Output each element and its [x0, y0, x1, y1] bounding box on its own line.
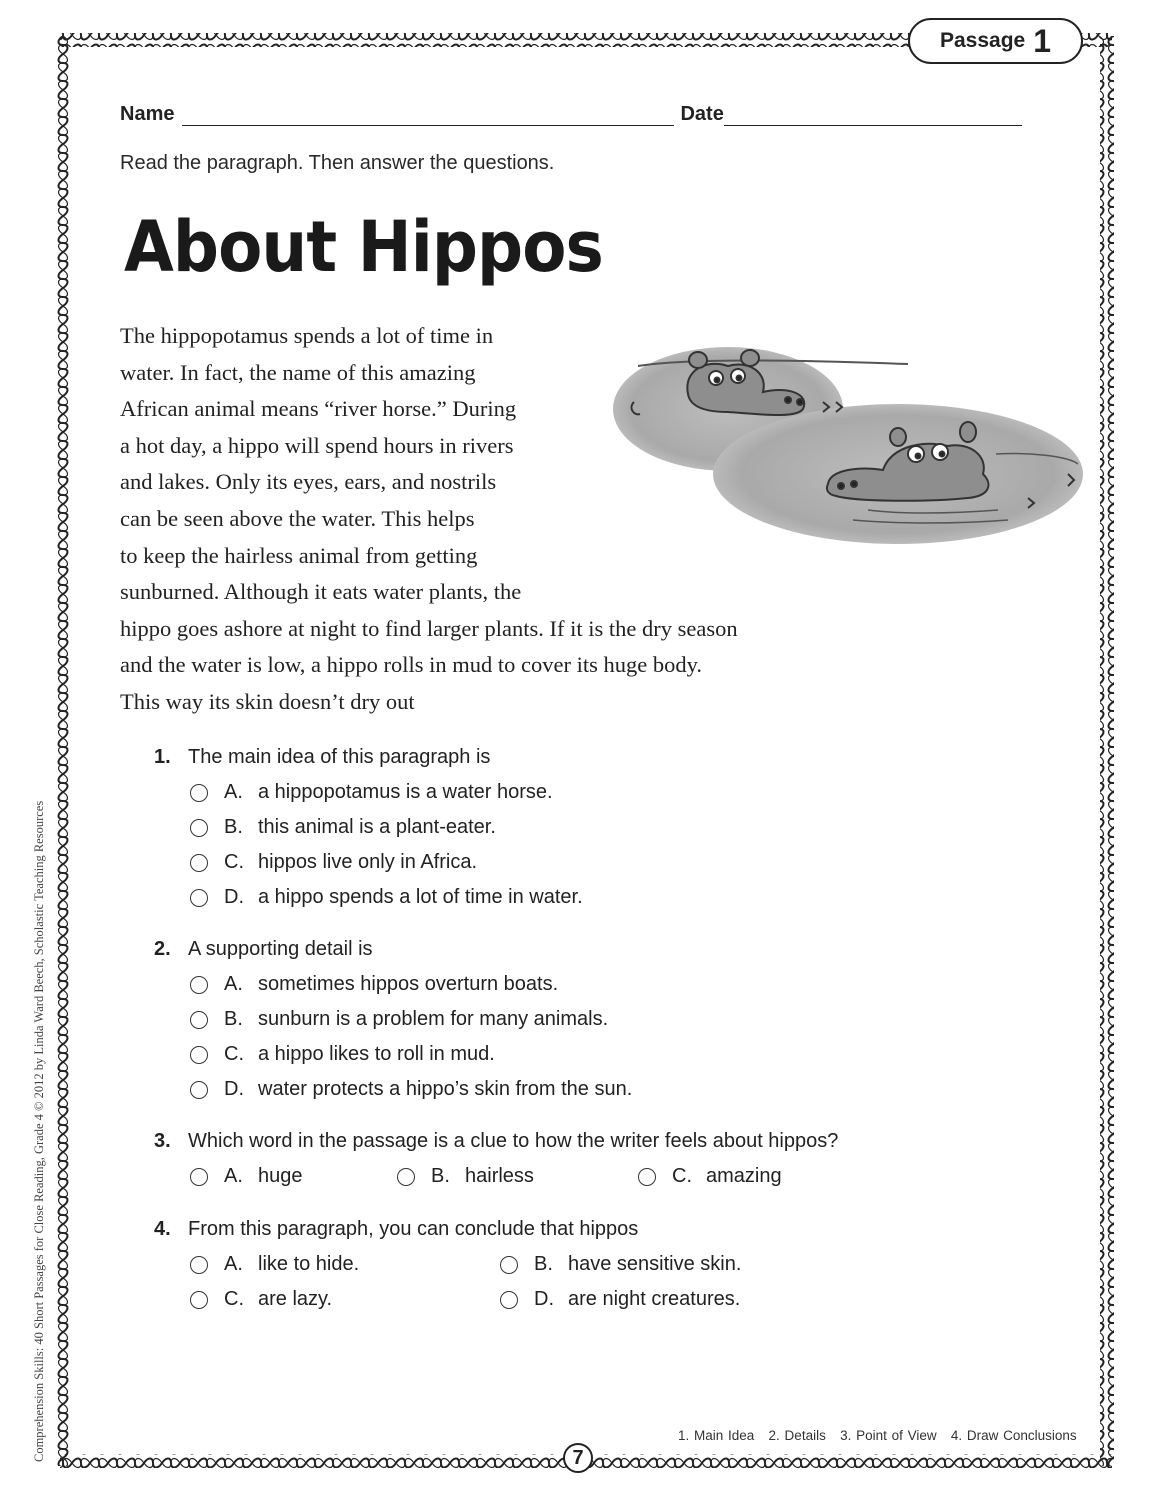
- answer-option[interactable]: B. sunburn is a problem for many animals.: [190, 1008, 608, 1031]
- passage-badge: [908, 18, 1083, 64]
- date-label: Date: [680, 103, 724, 125]
- passage-line: This way its skin doesn’t dry out: [120, 688, 415, 714]
- skills-footer: 1. Main Idea 2. Details 3. Point of View 4. Draw Conclusions: [678, 1428, 1077, 1443]
- question-text: From this paragraph, you can conclude that hippos: [188, 1218, 639, 1240]
- radio-circle-icon[interactable]: [190, 819, 208, 837]
- question-2: [154, 938, 373, 961]
- radio-circle-icon[interactable]: [190, 1046, 208, 1064]
- answer-option[interactable]: A. like to hide.: [190, 1253, 359, 1276]
- answer-option[interactable]: D. water protects a hippo’s skin from the sun.: [190, 1078, 632, 1101]
- passage-number: 1: [1033, 22, 1052, 59]
- radio-circle-icon[interactable]: [500, 1256, 518, 1274]
- answer-option[interactable]: B. this animal is a plant-eater.: [190, 816, 496, 839]
- passage-line: to keep the hairless animal from getting: [120, 542, 478, 568]
- radio-circle-icon[interactable]: [190, 889, 208, 907]
- name-date-row: [120, 102, 1035, 126]
- answer-option[interactable]: B. have sensitive skin.: [500, 1253, 741, 1276]
- radio-circle-icon[interactable]: [190, 784, 208, 802]
- answer-option[interactable]: D. a hippo spends a lot of time in water.: [190, 886, 583, 909]
- hippos-in-water-illustration: [598, 274, 1098, 574]
- question-1: [154, 746, 490, 769]
- name-label: Name: [120, 103, 175, 125]
- radio-circle-icon[interactable]: [500, 1291, 518, 1309]
- passage-line: can be seen above the water. This helps: [120, 505, 475, 531]
- question-3: [154, 1130, 838, 1153]
- answer-option[interactable]: C. a hippo likes to roll in mud.: [190, 1043, 495, 1066]
- passage-line: sunburned. Although it eats water plants, the: [120, 579, 522, 605]
- page-title: About Hippos: [124, 206, 603, 288]
- radio-circle-icon[interactable]: [190, 1291, 208, 1309]
- question-number: 1.: [154, 746, 171, 768]
- radio-circle-icon[interactable]: [190, 1256, 208, 1274]
- answer-option[interactable]: A. a hippopotamus is a water horse.: [190, 781, 553, 804]
- question-number: 4.: [154, 1218, 171, 1240]
- radio-circle-icon[interactable]: [190, 1011, 208, 1029]
- radio-circle-icon[interactable]: [190, 1168, 208, 1186]
- answer-option[interactable]: C. amazing: [638, 1165, 782, 1188]
- answer-option[interactable]: B. hairless: [397, 1165, 534, 1188]
- passage-line: and the water is low, a hippo rolls in mud to cover its huge body.: [120, 652, 702, 678]
- question-4: [154, 1218, 638, 1241]
- passage-line: hippo goes ashore at night to find larger plants. If it is the dry season: [120, 615, 738, 641]
- copyright-notice: Comprehension Skills: 40 Short Passages for Close Reading, Grade 4 © 2012 by Linda Ward Beech, Scholastic Teaching Resources: [32, 800, 46, 1462]
- page-number: 7: [563, 1443, 593, 1473]
- name-field[interactable]: [182, 107, 674, 126]
- passage-label: Passage: [939, 29, 1026, 52]
- instructions: Read the paragraph. Then answer the questions.: [120, 152, 555, 174]
- date-field[interactable]: [724, 107, 1022, 126]
- answer-option[interactable]: C. are lazy.: [190, 1288, 332, 1311]
- radio-circle-icon[interactable]: [190, 976, 208, 994]
- radio-circle-icon[interactable]: [190, 1081, 208, 1099]
- passage-line: The hippopotamus spends a lot of time in: [120, 323, 494, 348]
- passage-line: African animal means “river horse.” During: [120, 396, 517, 422]
- passage-line: a hot day, a hippo will spend hours in rivers: [120, 432, 514, 458]
- answer-option[interactable]: C. hippos live only in Africa.: [190, 851, 477, 874]
- radio-circle-icon[interactable]: [397, 1168, 415, 1186]
- question-text: The main idea of this paragraph is: [188, 746, 491, 768]
- passage-line: and lakes. Only its eyes, ears, and nostrils: [120, 469, 497, 495]
- answer-option[interactable]: D. are night creatures.: [500, 1288, 740, 1311]
- answer-option[interactable]: A. huge: [190, 1165, 303, 1188]
- passage-line: water. In fact, the name of this amazing: [120, 359, 476, 385]
- question-text: Which word in the passage is a clue to how the writer feels about hippos?: [188, 1130, 839, 1152]
- radio-circle-icon[interactable]: [638, 1168, 656, 1186]
- radio-circle-icon[interactable]: [190, 854, 208, 872]
- question-text: A supporting detail is: [188, 938, 373, 960]
- answer-option[interactable]: A. sometimes hippos overturn boats.: [190, 973, 558, 996]
- question-number: 2.: [154, 938, 171, 960]
- question-number: 3.: [154, 1130, 171, 1152]
